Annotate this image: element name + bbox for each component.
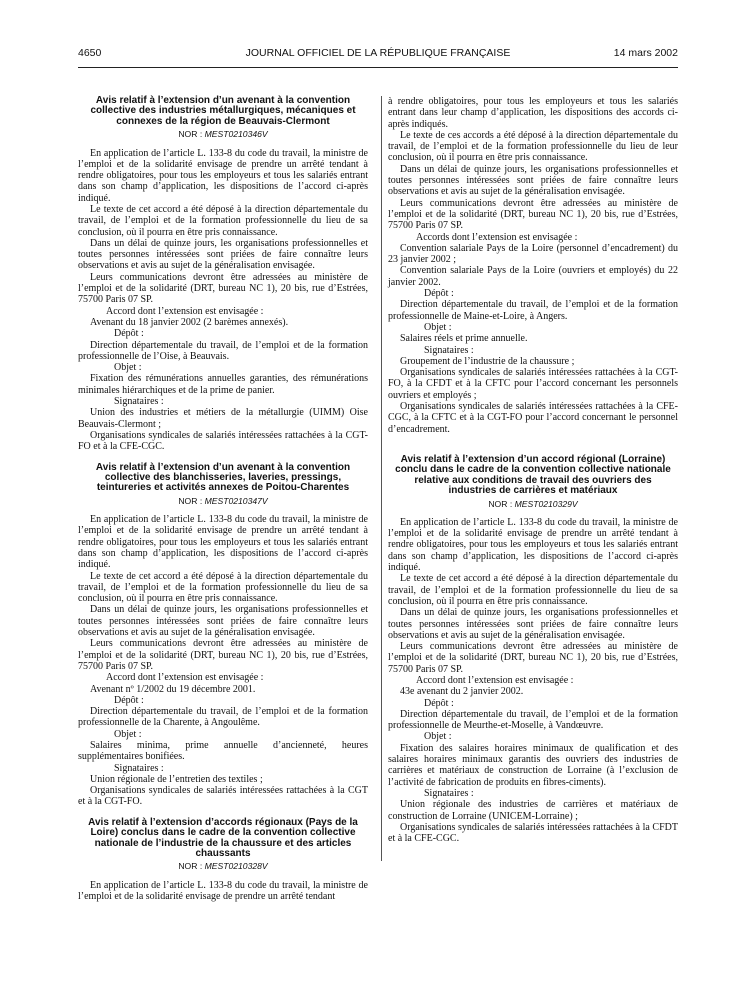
article [388, 455, 678, 845]
section-label: Signataires : [424, 344, 474, 356]
article [78, 463, 368, 808]
paragraph: Organisations syndicales de salariés intéressées rattachées à la CGT-FO, à la CFDT et à la CFTC pour l’accord concernant les personnels ouvriers et employés ; [388, 367, 678, 401]
article [78, 818, 368, 903]
article-title: Avis relatif à l’extension d’un avenant à la convention collective des industries métallurgiques, mécaniques et connexes de la région de Beauvais-Clermont [90, 95, 356, 127]
page-header [78, 47, 678, 61]
paragraph: Organisations syndicales de salariés intéressées rattachées à la CFE-CGC, à la CFTC et à la CGT-FO pour l’accord concernant le personnel d’encadrement. [388, 401, 678, 435]
paragraph: Direction départementale du travail, de l’emploi et de la formation professionnelle de Meurthe-et-Moselle, à Vandœuvre. [388, 708, 678, 732]
section-label: Objet : [114, 728, 142, 740]
section-label: Accord dont l’extension est envisagée : [106, 672, 264, 684]
paragraph: Dans un délai de quinze jours, les organisations professionnelles et toutes personnes intéressées sont priées de faire connaître leurs observations et avis au sujet de la généralisation envisagée. [78, 237, 368, 272]
paragraph: Direction départementale du travail, de l’emploi et de la formation professionnelle de Maine-et-Loire, à Angers. [388, 299, 678, 322]
issue-date: 14 mars 2002 [613, 47, 678, 59]
paragraph: Direction départementale du travail, de l’emploi et de la formation professionnelle de la Charente, à Angoulême. [78, 706, 368, 729]
nor-reference: NOR : MEST0210346V [178, 129, 268, 140]
paragraph: En application de l’article L. 133-8 du code du travail, la ministre de l’emploi et de la solidarité envisage de prendre un arrêté tendant à rendre obligatoires, pour tous les employeurs et tous les salariés entrant dans son champ d’application, les dispositions de l’accord ci-après indiqué. [78, 147, 368, 204]
right-column [388, 96, 678, 844]
paragraph: Leurs communications devront être adressées au ministère de l’emploi et de la solidarité (DRT, bureau NC 1), 20 bis, rue d’Estrées, 75700 Paris 07 SP. [78, 638, 368, 672]
article-continued [388, 96, 678, 435]
nor-reference: NOR : MEST0210329V [488, 498, 578, 509]
paragraph: Union régionale des industries de carrières et matériaux de construction de Lorraine (UNICEM-Lorraine) ; [388, 799, 678, 822]
article-title: Avis relatif à l’extension d’un accord régional (Lorraine) conclu dans le cadre de la convention collective nationale relative aux conditions de travail des ouvriers des industries de carrières et matériaux [395, 453, 671, 497]
paragraph: Fixation des salaires horaires minimaux de qualification et des salaires horaires minimaux garantis des ouvriers des industries de carrières et matériaux de construction de Lorraine (à l’exclusion de l’activité de fabrication de produits en fibres-ciments). [388, 742, 678, 788]
paragraph: Le texte de ces accords a été déposé à la direction départementale du travail, de l’emploi et de la formation professionnelle du lieu de leur conclusion, où il pourra en être pris connaissance. [388, 129, 678, 164]
header-rule [78, 67, 678, 68]
paragraph: Convention salariale Pays de la Loire (ouvriers et employés) du 22 janvier 2002. [388, 265, 678, 288]
paragraph: Organisations syndicales de salariés intéressées rattachées à la CGT et à la CGT-FO. [78, 785, 368, 808]
section-label: Signataires : [424, 787, 474, 799]
article-title: Avis relatif à l’extension d’un avenant à la convention collective des blanchisseries, laveries, pressings, teintureries et activités annexes de Poitou-Charentes [95, 461, 351, 494]
paragraph: En application de l’article L. 133-8 du code du travail, la ministre de l’emploi et de la solidarité envisage de prendre un arrêté tendant [78, 879, 368, 902]
page-number: 4650 [78, 47, 102, 59]
section-label: Signataires : [114, 762, 164, 774]
section-label: Accords dont l’extension est envisagée : [416, 231, 578, 243]
section-label: Objet : [424, 731, 452, 743]
paragraph: Leurs communications devront être adressées au ministère de l’emploi et de la solidarité (DRT, bureau NC 1), 20 bis, rue d’Estrées, 75700 Paris 07 SP. [388, 197, 678, 232]
paragraph: Salaires réels et prime annuelle. [400, 333, 528, 345]
journal-title: JOURNAL OFFICIEL DE LA RÉPUBLIQUE FRANÇAISE [245, 47, 511, 59]
paragraph: à rendre obligatoires, pour tous les employeurs et tous les salariés entrant dans leur champ d’application, les dispositions des accords ci-après indiqués. [388, 96, 678, 130]
section-label: Accord dont l’extension est envisagée : [106, 305, 264, 317]
paragraph: Leurs communications devront être adressées au ministère de l’emploi et de la solidarité (DRT, bureau NC 1), 20 bis, rue d’Estrées, 75700 Paris 07 SP. [78, 271, 368, 306]
paragraph: 43e avenant du 2 janvier 2002. [400, 686, 524, 698]
section-label: Dépôt : [424, 697, 454, 709]
left-column [78, 96, 368, 902]
spacer [388, 435, 678, 455]
nor-reference: NOR : MEST0210328V [178, 861, 268, 872]
paragraph: Le texte de cet accord a été déposé à la direction départementale du travail, de l’emploi et de la formation professionnelle du lieu de sa conclusion, où il pourra en être pris connaissance. [78, 204, 368, 238]
section-label: Dépôt : [114, 694, 144, 706]
paragraph: Organisations syndicales de salariés intéressées rattachées à la CGT-FO et à la CFE-CGC. [78, 429, 368, 453]
section-label: Signataires : [114, 396, 164, 408]
paragraph: Dans un délai de quinze jours, les organisations professionnelles et toutes personnes intéressées sont priées de faire connaître leurs observations et avis au sujet de la généralisation envisagée. [78, 604, 368, 639]
paragraph: Le texte de cet accord a été déposé à la direction départementale du travail, de l’emploi et de la formation professionnelle du lieu de sa conclusion, où il pourra en être pris connaissance. [78, 570, 368, 605]
paragraph: Union des industries et métiers de la métallurgie (UIMM) Oise Beauvais-Clermont ; [78, 407, 368, 430]
paragraph: Avenant nº 1/2002 du 19 décembre 2001. [90, 683, 256, 695]
paragraph: Leurs communications devront être adressées au ministère de l’emploi et de la solidarité (DRT, bureau NC 1), 20 bis, rue d’Estrées, 75700 Paris 07 SP. [388, 641, 678, 675]
section-label: Objet : [424, 321, 452, 333]
paragraph: En application de l’article L. 133-8 du code du travail, la ministre de l’emploi et de la solidarité envisage de prendre un arrêté tendant à rendre obligatoires, pour tous les employeurs et tous les salariés entrant dans son champ d’application, les dispositions de l’accord ci-après indiqué. [388, 516, 678, 574]
paragraph: En application de l’article L. 133-8 du code du travail, la ministre de l’emploi et de la solidarité envisage de prendre un arrêté tendant à rendre obligatoires, pour tous les employeurs et tous les salariés entrant dans son champ d’application, les dispositions de l’accord ci-après indiqué. [78, 514, 368, 571]
section-label: Accord dont l’extension est envisagée : [416, 674, 574, 686]
paragraph: Dans un délai de quinze jours, les organisations professionnelles et toutes personnes intéressées sont priées de faire connaître leurs observations et avis au sujet de la généralisation envisagée. [388, 163, 678, 198]
article [78, 96, 368, 453]
paragraph: Direction départementale du travail, de l’emploi et de la formation professionnelle de l’Oise, à Beauvais. [78, 339, 368, 362]
paragraph: Convention salariale Pays de la Loire (personnel d’encadrement) du 23 janvier 2002 ; [388, 242, 678, 266]
paragraph: Salaires minima, prime annuelle d’ancienneté, heures supplémentaires bonifiées. [78, 739, 368, 763]
paragraph: Organisations syndicales de salariés intéressées rattachées à la CFDT et à la CFE-CGC. [388, 821, 678, 845]
paragraph: Le texte de cet accord a été déposé à la direction départementale du travail, de l’emploi et de la formation professionnelle du lieu de sa conclusion, où il pourra en être pris connaissance. [388, 573, 678, 607]
section-label: Dépôt : [114, 328, 144, 340]
article-title: Avis relatif à l’extension d’accords régionaux (Pays de la Loire) conclus dans le cadre de la convention collective nationale de l’industrie de la chaussure et des articles chaussants [88, 816, 358, 859]
nor-reference: NOR : MEST0210347V [178, 495, 268, 506]
paragraph: Union régionale de l’entretien des textiles ; [90, 773, 263, 785]
section-label: Objet : [114, 362, 142, 374]
paragraph: Fixation des rémunérations annuelles garanties, des rémunérations minimales hiérarchiques et de la prime de panier. [78, 373, 368, 396]
paragraph: Groupement de l’industrie de la chaussure ; [400, 355, 575, 367]
column-divider [381, 96, 382, 861]
paragraph: Dans un délai de quinze jours, les organisations professionnelles et toutes personnes intéressées sont priées de faire connaître leurs observations et avis au sujet de la généralisation envisagée. [388, 607, 678, 641]
section-label: Dépôt : [424, 288, 454, 300]
paragraph: Avenant du 18 janvier 2002 (2 barèmes annexés). [90, 316, 289, 328]
